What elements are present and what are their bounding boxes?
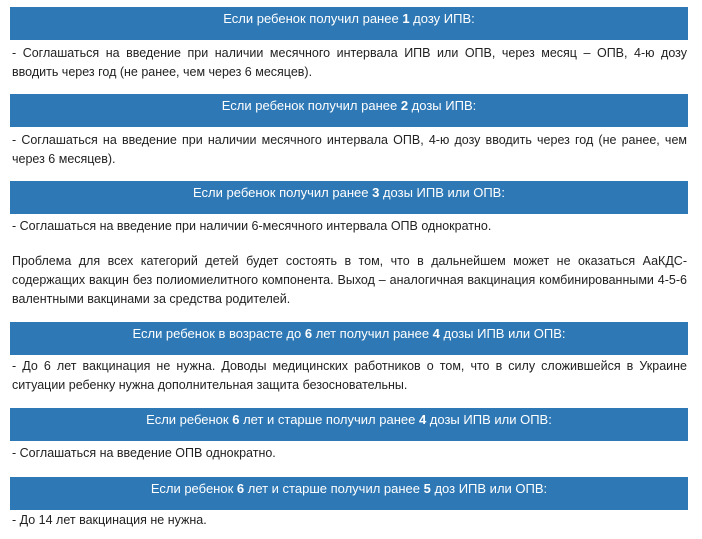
header-number: 3 [372, 185, 380, 200]
header-number: 6 [304, 326, 313, 341]
header-text: дозы ИПВ: [408, 98, 477, 113]
header-text: Если ребенок получил ранее [193, 185, 373, 200]
header-number: 5 [423, 481, 431, 496]
section-1-header [10, 7, 688, 40]
section-6-text: - До 14 лет вакцинация не нужна. [12, 513, 207, 527]
header-text: Если ребенок получил ранее [221, 98, 401, 113]
section-2-header [10, 94, 688, 127]
header-text: дозы ИПВ или ОПВ: [426, 412, 552, 427]
header-text: лет получил ранее [312, 326, 433, 341]
header-text: лет и старше получил ранее [244, 481, 424, 496]
header-text: лет и старше получил ранее [239, 412, 419, 427]
section-4-header [10, 322, 688, 355]
section-5-text: - Соглашаться на введение ОПВ однократно. [12, 446, 276, 460]
header-number: 1 [402, 11, 410, 26]
section-2-text: - Соглашаться на введение при наличии месячного интервала ОПВ, 4-ю дозу вводить через год (не ранее, чем через 6 месяцев). [12, 133, 687, 166]
section-1-text: - Соглашаться на введение при наличии месячного интервала ИПВ или ОПВ, через месяц – ОПВ, 4-ю дозу вводить через год (не ранее, чем через 6 месяцев). [12, 46, 687, 79]
header-number: 2 [400, 98, 409, 113]
section-3-header [10, 181, 688, 214]
header-number: 6 [232, 412, 240, 427]
section-5-header [10, 408, 688, 441]
section-4-text: - До 6 лет вакцинация не нужна. Доводы медицинских работников о том, что в силу сложившейся в Украине ситуации ребенку нужна дополнительная защита безосновательны. [12, 359, 687, 392]
problem-paragraph: Проблема для всех категорий детей будет состоять в том, что в дальнейшем может не оказаться АаКДС-содержащих вакцин без полиомиелитного компонента. Выход – аналогичная вакцинация комбинированными 4-5-6 валентными вакцинами за средства родителей. [12, 254, 687, 306]
section-3-text: - Соглашаться на введение при наличии 6-месячного интервала ОПВ однократно. [12, 219, 492, 233]
header-number: 4 [418, 412, 427, 427]
header-text: Если ребенок в возрасте до [132, 326, 305, 341]
header-number: 4 [432, 326, 440, 341]
header-text: доз ИПВ или ОПВ: [430, 481, 548, 496]
header-text: Если ребенок [150, 481, 237, 496]
header-text: Если ребенок [146, 412, 233, 427]
header-number: 6 [236, 481, 245, 496]
header-text: дозу ИПВ: [409, 11, 475, 26]
section-6-header [10, 477, 688, 510]
header-text: дозы ИПВ или ОПВ: [439, 326, 566, 341]
header-text: дозы ИПВ или ОПВ: [379, 185, 505, 200]
header-text: Если ребенок получил ранее [223, 11, 403, 26]
